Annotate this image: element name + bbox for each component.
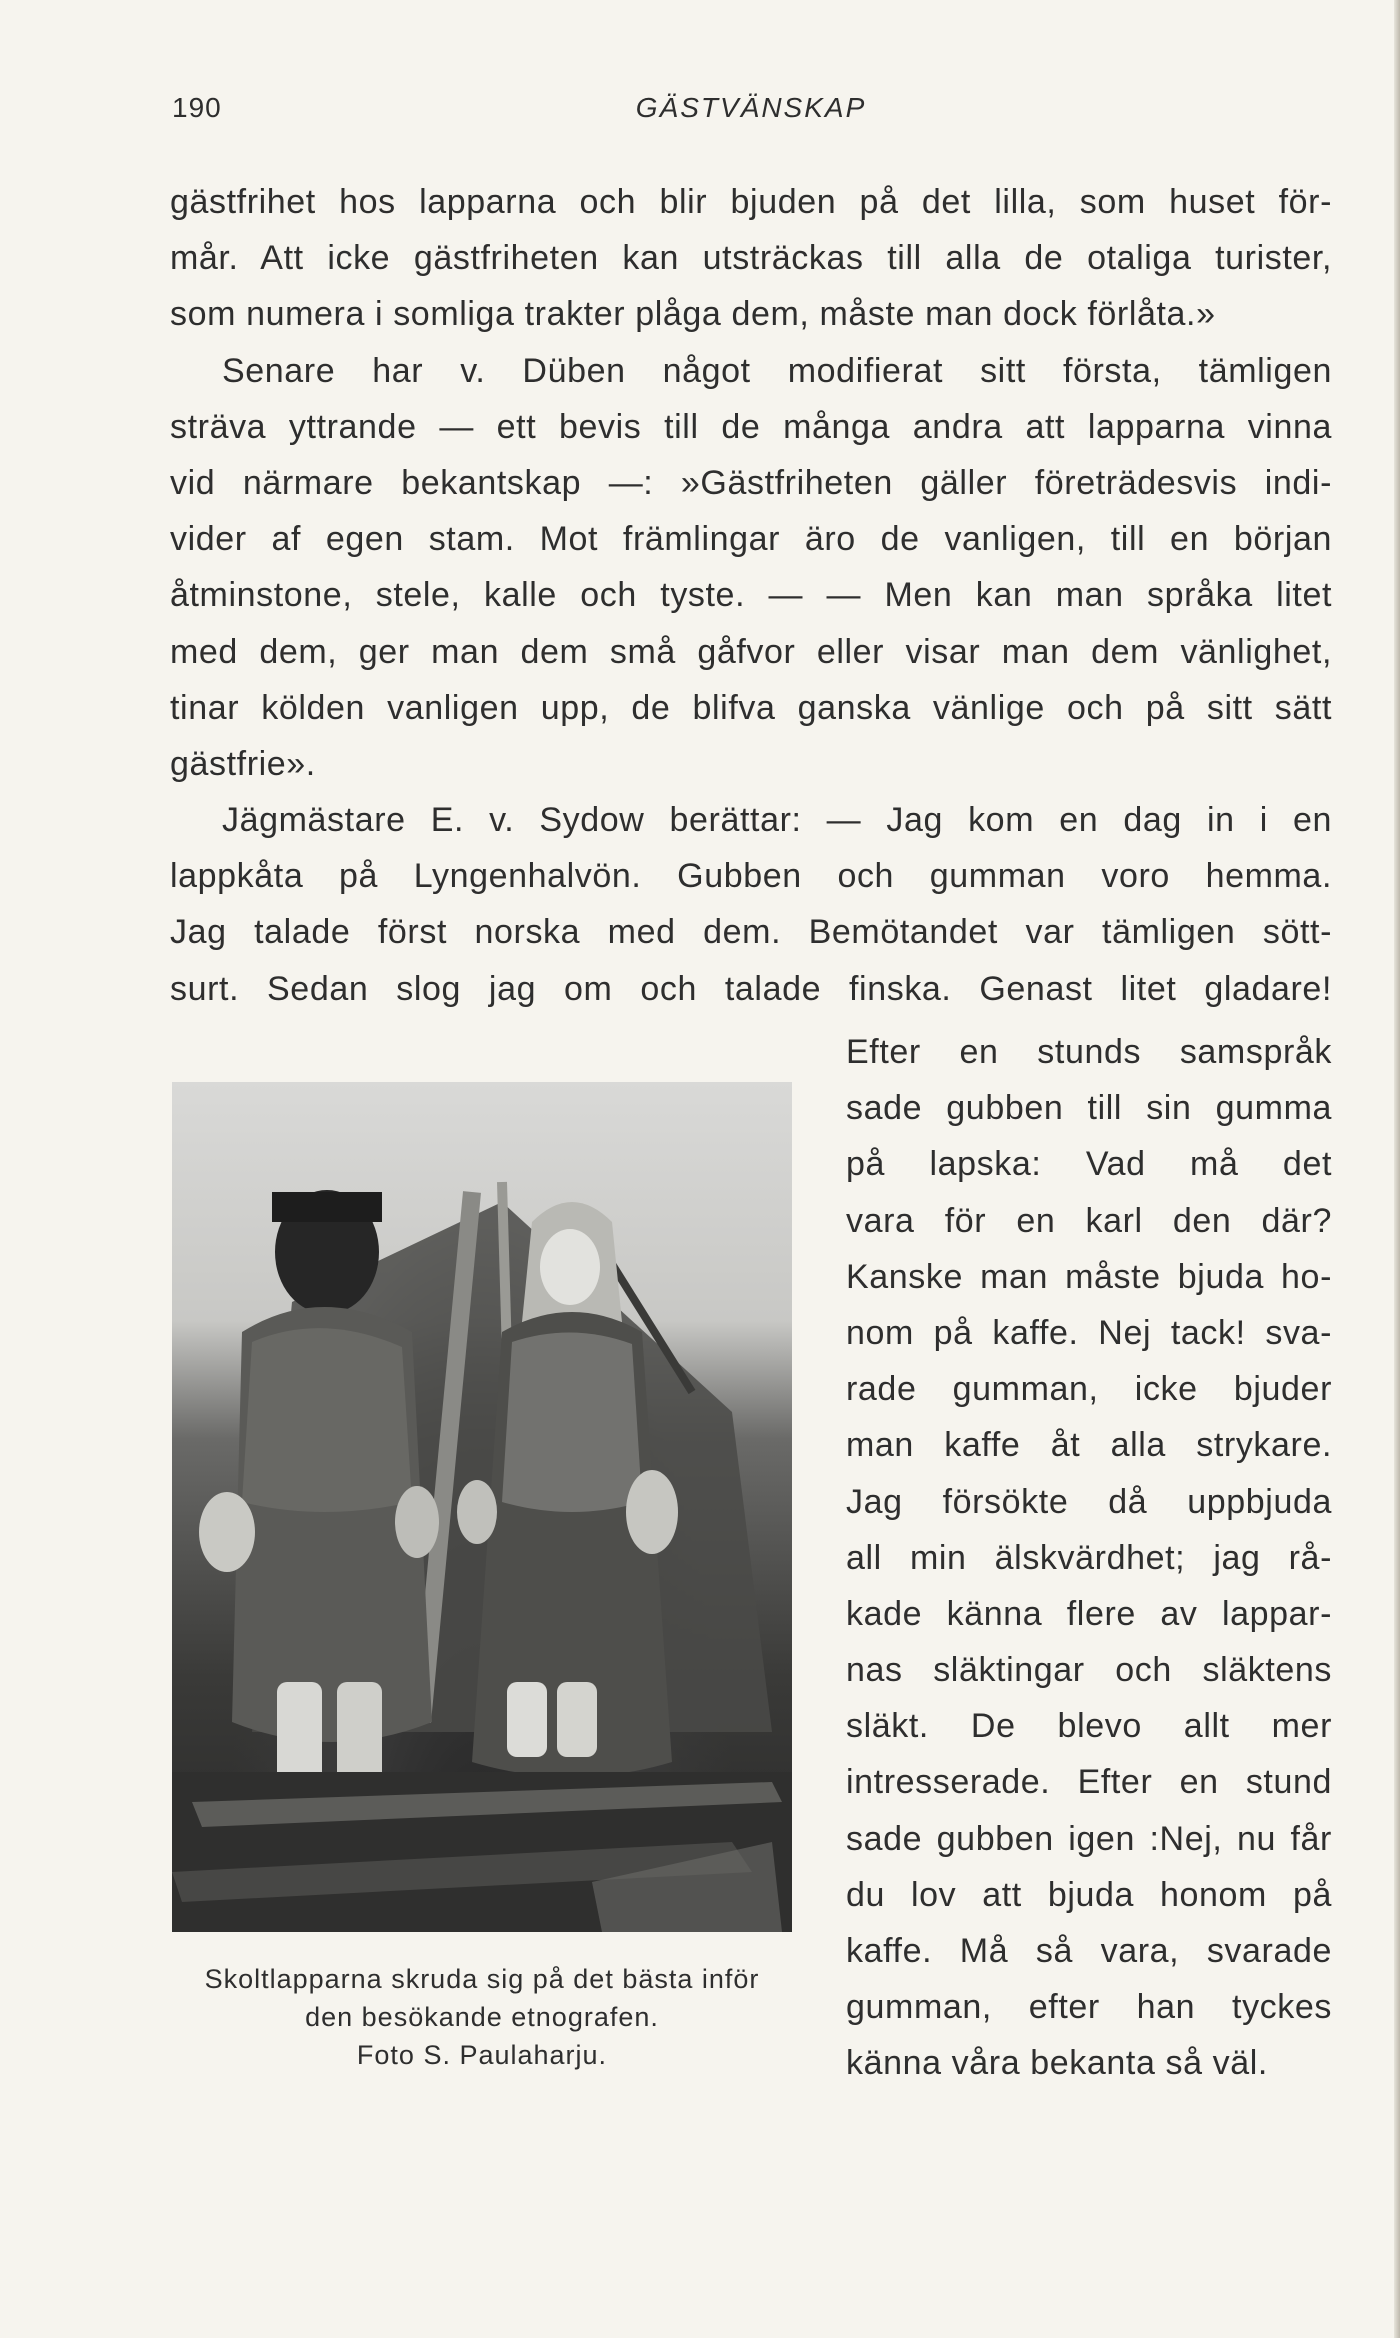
column-line: du lov att bjuda honom på	[846, 1875, 1332, 1914]
body-line: Jägmästare E. v. Sydow berättar: — Jag kom en dag in i en	[222, 801, 1332, 840]
body-line: åtminstone, stele, kalle och tyste. — — Men kan man språka litet	[170, 576, 1332, 615]
caption-credit: Foto S. Paulaharju.	[356, 2040, 608, 2070]
body-line: som numera i somliga trakter plåga dem, måste man dock förlåta.»	[170, 295, 1216, 334]
body-line: surt. Sedan slog jag om och talade finska. Genast litet gladare!	[170, 969, 1332, 1008]
column-line: sade gubben igen :Nej, nu får	[846, 1819, 1332, 1858]
column-line: på lapska: Vad må det	[846, 1145, 1332, 1184]
body-line: med dem, ger man dem små gåfvor eller visar man dem vänlighet,	[170, 632, 1332, 671]
column-line: kaffe. Må så vara, svarade	[846, 1932, 1332, 1970]
body-line: tinar kölden vanligen upp, de blifva ganska vänlige och på sitt sätt	[170, 688, 1332, 727]
column-line: rade gumman, icke bjuder	[846, 1370, 1332, 1409]
column-line: all min älskvärdhet; jag rå-	[846, 1538, 1332, 1577]
column-line: sade gubben till sin gumma	[846, 1089, 1332, 1128]
page-edge	[1394, 0, 1400, 2338]
body-line: Senare har v. Düben något modifierat sitt första, tämligen	[222, 351, 1332, 390]
column-line: vara för en karl den där?	[846, 1201, 1332, 1240]
page-header	[172, 92, 1330, 132]
body-text	[170, 174, 1332, 1017]
body-line: vid närmare bekantskap —: »Gästfriheten gäller företrädesvis indi-	[170, 463, 1332, 502]
body-line: lappkåta på Lyngenhalvön. Gubben och gumman voro hemma.	[170, 857, 1332, 896]
caption-line-1: Skoltlapparna skruda sig på det bästa inför	[204, 1964, 760, 1994]
caption-line-2: den besökande etnografen.	[305, 2002, 659, 2032]
column-line: känna våra bekanta så väl.	[846, 2044, 1268, 2083]
column-line: kade känna flere av lappar-	[846, 1594, 1332, 1633]
column-line: nom på kaffe. Nej tack! sva-	[846, 1313, 1332, 1352]
page-number: 190	[172, 92, 222, 123]
photograph-skolt-sami	[172, 1082, 792, 1932]
column-line: Kanske man måste bjuda ho-	[846, 1257, 1332, 1296]
column-line: intresserade. Efter en stund	[846, 1763, 1332, 1802]
column-line: Jag försökte då uppbjuda	[846, 1482, 1332, 1521]
body-line: sträva yttrande — ett bevis till de många andra att lapparna vinna	[170, 407, 1332, 446]
running-title: GÄSTVÄNSKAP	[635, 92, 867, 123]
body-line: Jag talade först norska med dem. Bemötandet var tämligen sött-	[170, 913, 1332, 952]
column-line: gumman, efter han tyckes	[846, 1988, 1332, 2027]
column-line: Efter en stunds samspråk	[846, 1033, 1332, 1071]
body-line: gästfrihet hos lapparna och blir bjuden på det lilla, som huset för-	[170, 183, 1332, 221]
wrapped-text-column	[846, 1024, 1332, 2092]
body-line: gästfrie».	[170, 744, 316, 783]
photograph-illustration	[172, 1082, 792, 1932]
column-line: släkt. De blevo allt mer	[846, 1707, 1332, 1746]
figure-caption	[160, 1960, 804, 2074]
body-line: vider af egen stam. Mot främlingar äro de vanligen, till en början	[170, 520, 1332, 559]
column-line: man kaffe åt alla strykare.	[846, 1426, 1332, 1465]
column-line: nas släktingar och släktens	[846, 1651, 1332, 1690]
body-line: mår. Att icke gästfriheten kan utsträckas till alla de otaliga turister,	[170, 239, 1332, 278]
